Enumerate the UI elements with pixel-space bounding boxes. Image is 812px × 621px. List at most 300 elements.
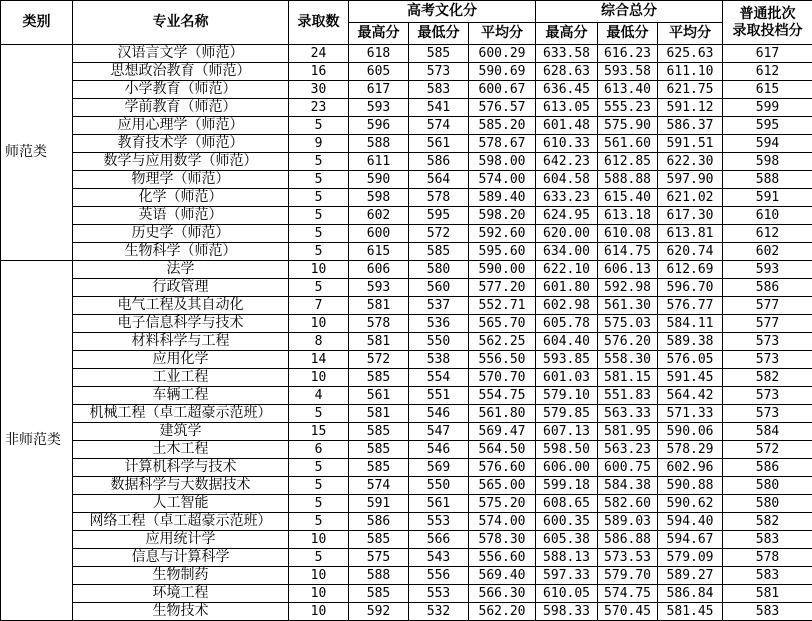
header-composite-min: 最低分 <box>598 23 658 45</box>
gaokao-max-cell: 588 <box>349 135 409 153</box>
regular-batch-score-cell: 586 <box>723 459 812 477</box>
table-row <box>1 477 812 495</box>
major-cell: 小学教育（师范） <box>73 81 289 99</box>
table-row <box>1 423 812 441</box>
composite-max-cell: 579.10 <box>536 387 598 405</box>
admitted-cell: 5 <box>289 243 349 261</box>
admitted-cell: 24 <box>289 45 349 63</box>
major-cell: 电子信息科学与技术 <box>73 315 289 333</box>
composite-min-cell: 593.58 <box>598 63 658 81</box>
composite-min-cell: 614.75 <box>598 243 658 261</box>
gaokao-avg-cell: 577.20 <box>469 279 536 297</box>
admitted-cell: 15 <box>289 423 349 441</box>
admitted-cell: 14 <box>289 351 349 369</box>
composite-avg-cell: 589.38 <box>658 333 723 351</box>
regular-batch-score-cell: 602 <box>723 243 812 261</box>
composite-avg-cell: 620.74 <box>658 243 723 261</box>
regular-batch-score-cell: 573 <box>723 333 812 351</box>
major-cell: 人工智能 <box>73 495 289 513</box>
major-cell: 网络工程（卓工超豪示范班） <box>73 513 289 531</box>
table-row <box>1 459 812 477</box>
composite-min-cell: 555.23 <box>598 99 658 117</box>
composite-avg-cell: 576.05 <box>658 351 723 369</box>
admitted-cell: 5 <box>289 171 349 189</box>
gaokao-max-cell: 611 <box>349 153 409 171</box>
header-regular-line-2: 录取投档分 <box>732 23 803 39</box>
gaokao-min-cell: 532 <box>409 603 469 621</box>
gaokao-max-cell: 588 <box>349 567 409 585</box>
gaokao-max-cell: 586 <box>349 513 409 531</box>
gaokao-min-cell: 541 <box>409 99 469 117</box>
gaokao-min-cell: 561 <box>409 135 469 153</box>
admitted-cell: 5 <box>289 153 349 171</box>
composite-min-cell: 563.33 <box>598 405 658 423</box>
regular-batch-score-cell: 598 <box>723 153 812 171</box>
gaokao-max-cell: 600 <box>349 225 409 243</box>
gaokao-max-cell: 617 <box>349 81 409 99</box>
composite-max-cell: 601.80 <box>536 279 598 297</box>
gaokao-avg-cell: 554.75 <box>469 387 536 405</box>
regular-batch-score-cell: 617 <box>723 45 812 63</box>
composite-min-cell: 561.60 <box>598 135 658 153</box>
composite-min-cell: 613.18 <box>598 207 658 225</box>
table-row <box>1 351 812 369</box>
regular-batch-score-cell: 584 <box>723 423 812 441</box>
composite-min-cell: 579.70 <box>598 567 658 585</box>
gaokao-avg-cell: 574.00 <box>469 513 536 531</box>
composite-max-cell: 622.10 <box>536 261 598 279</box>
admitted-cell: 8 <box>289 333 349 351</box>
gaokao-avg-cell: 575.20 <box>469 495 536 513</box>
composite-avg-cell: 594.40 <box>658 513 723 531</box>
table-row <box>1 243 812 261</box>
composite-max-cell: 633.23 <box>536 189 598 207</box>
header-regular-line-1: 普通批次 <box>739 6 796 22</box>
composite-avg-cell: 586.37 <box>658 117 723 135</box>
composite-min-cell: 600.75 <box>598 459 658 477</box>
gaokao-avg-cell: 565.70 <box>469 315 536 333</box>
admitted-cell: 6 <box>289 441 349 459</box>
table-row <box>1 495 812 513</box>
regular-batch-score-cell: 612 <box>723 225 812 243</box>
header-gaokao-max: 最高分 <box>349 23 409 45</box>
gaokao-max-cell: 574 <box>349 477 409 495</box>
composite-max-cell: 606.00 <box>536 459 598 477</box>
composite-max-cell: 624.95 <box>536 207 598 225</box>
gaokao-min-cell: 574 <box>409 117 469 135</box>
composite-max-cell: 600.35 <box>536 513 598 531</box>
composite-min-cell: 612.85 <box>598 153 658 171</box>
gaokao-min-cell: 550 <box>409 333 469 351</box>
gaokao-max-cell: 606 <box>349 261 409 279</box>
composite-avg-cell: 617.30 <box>658 207 723 225</box>
major-cell: 土木工程 <box>73 441 289 459</box>
gaokao-max-cell: 585 <box>349 441 409 459</box>
composite-min-cell: 581.95 <box>598 423 658 441</box>
major-cell: 建筑学 <box>73 423 289 441</box>
major-cell: 数学与应用数学（师范） <box>73 153 289 171</box>
regular-batch-score-cell: 586 <box>723 279 812 297</box>
composite-min-cell: 575.03 <box>598 315 658 333</box>
gaokao-min-cell: 566 <box>409 531 469 549</box>
composite-avg-cell: 590.62 <box>658 495 723 513</box>
table-row <box>1 531 812 549</box>
regular-batch-score-cell: 572 <box>723 441 812 459</box>
composite-min-cell: 589.03 <box>598 513 658 531</box>
gaokao-avg-cell: 600.67 <box>469 81 536 99</box>
gaokao-avg-cell: 566.30 <box>469 585 536 603</box>
gaokao-min-cell: 543 <box>409 549 469 567</box>
regular-batch-score-cell: 582 <box>723 513 812 531</box>
composite-avg-cell: 612.69 <box>658 261 723 279</box>
composite-avg-cell: 590.06 <box>658 423 723 441</box>
gaokao-avg-cell: 564.50 <box>469 441 536 459</box>
gaokao-max-cell: 618 <box>349 45 409 63</box>
regular-batch-score-cell: 583 <box>723 603 812 621</box>
admitted-cell: 5 <box>289 207 349 225</box>
gaokao-avg-cell: 569.47 <box>469 423 536 441</box>
major-cell: 应用心理学（师范） <box>73 117 289 135</box>
regular-batch-score-cell: 583 <box>723 531 812 549</box>
composite-min-cell: 613.40 <box>598 81 658 99</box>
gaokao-min-cell: 560 <box>409 279 469 297</box>
admitted-cell: 5 <box>289 549 349 567</box>
composite-min-cell: 584.38 <box>598 477 658 495</box>
gaokao-avg-cell: 600.29 <box>469 45 536 63</box>
composite-min-cell: 588.88 <box>598 171 658 189</box>
gaokao-min-cell: 547 <box>409 423 469 441</box>
table-row <box>1 585 812 603</box>
admitted-cell: 5 <box>289 225 349 243</box>
major-cell: 思想政治教育（师范） <box>73 63 289 81</box>
gaokao-avg-cell: 589.40 <box>469 189 536 207</box>
composite-avg-cell: 602.96 <box>658 459 723 477</box>
header-gaokao-min: 最低分 <box>409 23 469 45</box>
gaokao-avg-cell: 585.20 <box>469 117 536 135</box>
header-composite-max: 最高分 <box>536 23 598 45</box>
gaokao-min-cell: 553 <box>409 513 469 531</box>
gaokao-min-cell: 564 <box>409 171 469 189</box>
major-cell: 应用统计学 <box>73 531 289 549</box>
composite-max-cell: 613.05 <box>536 99 598 117</box>
category-cell: 非师范类 <box>1 261 73 621</box>
admitted-cell: 5 <box>289 477 349 495</box>
regular-batch-score-cell: 591 <box>723 189 812 207</box>
header-major: 专业名称 <box>73 1 289 45</box>
composite-min-cell: 576.20 <box>598 333 658 351</box>
gaokao-min-cell: 546 <box>409 405 469 423</box>
major-cell: 行政管理 <box>73 279 289 297</box>
table-header <box>1 1 812 45</box>
gaokao-min-cell: 546 <box>409 441 469 459</box>
regular-batch-score-cell: 580 <box>723 495 812 513</box>
gaokao-max-cell: 585 <box>349 459 409 477</box>
composite-avg-cell: 578.29 <box>658 441 723 459</box>
gaokao-min-cell: 551 <box>409 387 469 405</box>
composite-min-cell: 606.13 <box>598 261 658 279</box>
gaokao-min-cell: 573 <box>409 63 469 81</box>
regular-batch-score-cell: 578 <box>723 549 812 567</box>
major-cell: 生物科学（师范） <box>73 243 289 261</box>
table-row <box>1 81 812 99</box>
gaokao-max-cell: 596 <box>349 117 409 135</box>
table-row <box>1 45 812 63</box>
composite-max-cell: 599.18 <box>536 477 598 495</box>
major-cell: 教育技术学（师范） <box>73 135 289 153</box>
composite-min-cell: 615.40 <box>598 189 658 207</box>
gaokao-max-cell: 591 <box>349 495 409 513</box>
major-cell: 汉语言文学（师范） <box>73 45 289 63</box>
composite-max-cell: 610.05 <box>536 585 598 603</box>
composite-min-cell: 558.30 <box>598 351 658 369</box>
admitted-cell: 10 <box>289 315 349 333</box>
admitted-cell: 10 <box>289 567 349 585</box>
gaokao-min-cell: 583 <box>409 81 469 99</box>
composite-min-cell: 582.60 <box>598 495 658 513</box>
regular-batch-score-cell: 580 <box>723 477 812 495</box>
category-cell: 师范类 <box>1 45 73 261</box>
composite-avg-cell: 581.45 <box>658 603 723 621</box>
gaokao-min-cell: 578 <box>409 189 469 207</box>
regular-batch-score-cell: 615 <box>723 81 812 99</box>
gaokao-min-cell: 586 <box>409 153 469 171</box>
major-cell: 生物制药 <box>73 567 289 585</box>
regular-batch-score-cell: 577 <box>723 315 812 333</box>
gaokao-max-cell: 581 <box>349 405 409 423</box>
composite-max-cell: 633.58 <box>536 45 598 63</box>
major-cell: 环境工程 <box>73 585 289 603</box>
major-cell: 化学（师范） <box>73 189 289 207</box>
header-composite-avg: 平均分 <box>658 23 723 45</box>
gaokao-min-cell: 536 <box>409 315 469 333</box>
gaokao-avg-cell: 570.70 <box>469 369 536 387</box>
table-row <box>1 333 812 351</box>
table-row <box>1 135 812 153</box>
composite-max-cell: 628.63 <box>536 63 598 81</box>
gaokao-min-cell: 561 <box>409 495 469 513</box>
composite-max-cell: 608.65 <box>536 495 598 513</box>
composite-min-cell: 573.53 <box>598 549 658 567</box>
gaokao-avg-cell: 598.00 <box>469 153 536 171</box>
composite-avg-cell: 586.84 <box>658 585 723 603</box>
gaokao-min-cell: 580 <box>409 261 469 279</box>
table-row <box>1 549 812 567</box>
table-row <box>1 207 812 225</box>
gaokao-min-cell: 537 <box>409 297 469 315</box>
gaokao-max-cell: 561 <box>349 387 409 405</box>
gaokao-max-cell: 593 <box>349 99 409 117</box>
gaokao-max-cell: 615 <box>349 243 409 261</box>
gaokao-min-cell: 572 <box>409 225 469 243</box>
regular-batch-score-cell: 582 <box>723 369 812 387</box>
header-category: 类别 <box>1 1 73 45</box>
composite-max-cell: 601.03 <box>536 369 598 387</box>
regular-batch-score-cell: 593 <box>723 261 812 279</box>
composite-avg-cell: 576.77 <box>658 297 723 315</box>
gaokao-avg-cell: 569.40 <box>469 567 536 585</box>
admitted-cell: 10 <box>289 531 349 549</box>
admitted-cell: 5 <box>289 459 349 477</box>
composite-max-cell: 598.50 <box>536 441 598 459</box>
gaokao-avg-cell: 576.57 <box>469 99 536 117</box>
major-cell: 英语（师范） <box>73 207 289 225</box>
regular-batch-score-cell: 583 <box>723 567 812 585</box>
table-row <box>1 99 812 117</box>
composite-min-cell: 610.08 <box>598 225 658 243</box>
composite-max-cell: 605.78 <box>536 315 598 333</box>
gaokao-max-cell: 585 <box>349 585 409 603</box>
admitted-cell: 16 <box>289 63 349 81</box>
composite-max-cell: 593.85 <box>536 351 598 369</box>
composite-avg-cell: 590.88 <box>658 477 723 495</box>
admitted-cell: 10 <box>289 369 349 387</box>
gaokao-max-cell: 592 <box>349 603 409 621</box>
composite-min-cell: 574.75 <box>598 585 658 603</box>
table-row <box>1 513 812 531</box>
gaokao-avg-cell: 552.71 <box>469 297 536 315</box>
gaokao-min-cell: 585 <box>409 243 469 261</box>
regular-batch-score-cell: 599 <box>723 99 812 117</box>
composite-avg-cell: 591.45 <box>658 369 723 387</box>
gaokao-avg-cell: 565.00 <box>469 477 536 495</box>
gaokao-max-cell: 575 <box>349 549 409 567</box>
gaokao-max-cell: 578 <box>349 315 409 333</box>
admitted-cell: 5 <box>289 405 349 423</box>
composite-max-cell: 601.48 <box>536 117 598 135</box>
gaokao-min-cell: 595 <box>409 207 469 225</box>
admitted-cell: 5 <box>289 279 349 297</box>
composite-avg-cell: 613.81 <box>658 225 723 243</box>
table-row <box>1 315 812 333</box>
admitted-cell: 5 <box>289 117 349 135</box>
gaokao-max-cell: 602 <box>349 207 409 225</box>
table-row <box>1 405 812 423</box>
composite-avg-cell: 591.12 <box>658 99 723 117</box>
header-regular-batch-score <box>723 1 812 45</box>
table-row <box>1 567 812 585</box>
gaokao-max-cell: 585 <box>349 369 409 387</box>
table-row <box>1 279 812 297</box>
major-cell: 法学 <box>73 261 289 279</box>
admitted-cell: 10 <box>289 603 349 621</box>
admitted-cell: 5 <box>289 189 349 207</box>
composite-max-cell: 610.33 <box>536 135 598 153</box>
gaokao-avg-cell: 590.00 <box>469 261 536 279</box>
regular-batch-score-cell: 573 <box>723 405 812 423</box>
major-cell: 数据科学与大数据技术 <box>73 477 289 495</box>
composite-avg-cell: 591.51 <box>658 135 723 153</box>
composite-min-cell: 592.98 <box>598 279 658 297</box>
admitted-cell: 23 <box>289 99 349 117</box>
composite-avg-cell: 625.63 <box>658 45 723 63</box>
composite-min-cell: 551.83 <box>598 387 658 405</box>
table-row <box>1 297 812 315</box>
header-admitted: 录取数 <box>289 1 349 45</box>
gaokao-avg-cell: 562.25 <box>469 333 536 351</box>
gaokao-avg-cell: 576.60 <box>469 459 536 477</box>
major-cell: 信息与计算科学 <box>73 549 289 567</box>
composite-min-cell: 616.23 <box>598 45 658 63</box>
admitted-cell: 5 <box>289 513 349 531</box>
regular-batch-score-cell: 612 <box>723 63 812 81</box>
header-gaokao-group: 高考文化分 <box>349 1 536 23</box>
table-row <box>1 153 812 171</box>
table-row <box>1 441 812 459</box>
composite-max-cell: 642.23 <box>536 153 598 171</box>
gaokao-max-cell: 585 <box>349 531 409 549</box>
gaokao-min-cell: 585 <box>409 45 469 63</box>
major-cell: 历史学（师范） <box>73 225 289 243</box>
regular-batch-score-cell: 573 <box>723 351 812 369</box>
gaokao-max-cell: 581 <box>349 297 409 315</box>
composite-min-cell: 570.45 <box>598 603 658 621</box>
regular-batch-score-cell: 610 <box>723 207 812 225</box>
gaokao-avg-cell: 590.69 <box>469 63 536 81</box>
major-cell: 计算机科学与技术 <box>73 459 289 477</box>
composite-avg-cell: 611.10 <box>658 63 723 81</box>
header-gaokao-avg: 平均分 <box>469 23 536 45</box>
regular-batch-score-cell: 595 <box>723 117 812 135</box>
table-row <box>1 189 812 207</box>
composite-min-cell: 561.30 <box>598 297 658 315</box>
composite-avg-cell: 594.67 <box>658 531 723 549</box>
gaokao-max-cell: 585 <box>349 423 409 441</box>
table-body <box>1 45 812 621</box>
regular-batch-score-cell: 594 <box>723 135 812 153</box>
composite-min-cell: 563.23 <box>598 441 658 459</box>
composite-avg-cell: 584.11 <box>658 315 723 333</box>
composite-avg-cell: 621.02 <box>658 189 723 207</box>
gaokao-avg-cell: 556.60 <box>469 549 536 567</box>
major-cell: 电气工程及其自动化 <box>73 297 289 315</box>
composite-min-cell: 586.88 <box>598 531 658 549</box>
composite-min-cell: 581.15 <box>598 369 658 387</box>
major-cell: 应用化学 <box>73 351 289 369</box>
composite-max-cell: 605.38 <box>536 531 598 549</box>
gaokao-min-cell: 554 <box>409 369 469 387</box>
gaokao-min-cell: 538 <box>409 351 469 369</box>
gaokao-avg-cell: 562.20 <box>469 603 536 621</box>
admitted-cell: 9 <box>289 135 349 153</box>
table-row <box>1 261 812 279</box>
gaokao-avg-cell: 578.30 <box>469 531 536 549</box>
composite-max-cell: 620.00 <box>536 225 598 243</box>
gaokao-avg-cell: 574.00 <box>469 171 536 189</box>
major-cell: 车辆工程 <box>73 387 289 405</box>
composite-max-cell: 588.13 <box>536 549 598 567</box>
composite-avg-cell: 622.30 <box>658 153 723 171</box>
table-row <box>1 171 812 189</box>
composite-max-cell: 604.40 <box>536 333 598 351</box>
table-row <box>1 387 812 405</box>
major-cell: 材料科学与工程 <box>73 333 289 351</box>
gaokao-max-cell: 593 <box>349 279 409 297</box>
major-cell: 学前教育（师范） <box>73 99 289 117</box>
composite-min-cell: 575.90 <box>598 117 658 135</box>
composite-max-cell: 604.58 <box>536 171 598 189</box>
composite-max-cell: 607.13 <box>536 423 598 441</box>
composite-max-cell: 579.85 <box>536 405 598 423</box>
gaokao-min-cell: 550 <box>409 477 469 495</box>
gaokao-max-cell: 598 <box>349 189 409 207</box>
composite-max-cell: 602.98 <box>536 297 598 315</box>
composite-max-cell: 598.33 <box>536 603 598 621</box>
composite-max-cell: 634.00 <box>536 243 598 261</box>
regular-batch-score-cell: 577 <box>723 297 812 315</box>
composite-avg-cell: 596.70 <box>658 279 723 297</box>
composite-avg-cell: 597.90 <box>658 171 723 189</box>
admitted-cell: 10 <box>289 261 349 279</box>
